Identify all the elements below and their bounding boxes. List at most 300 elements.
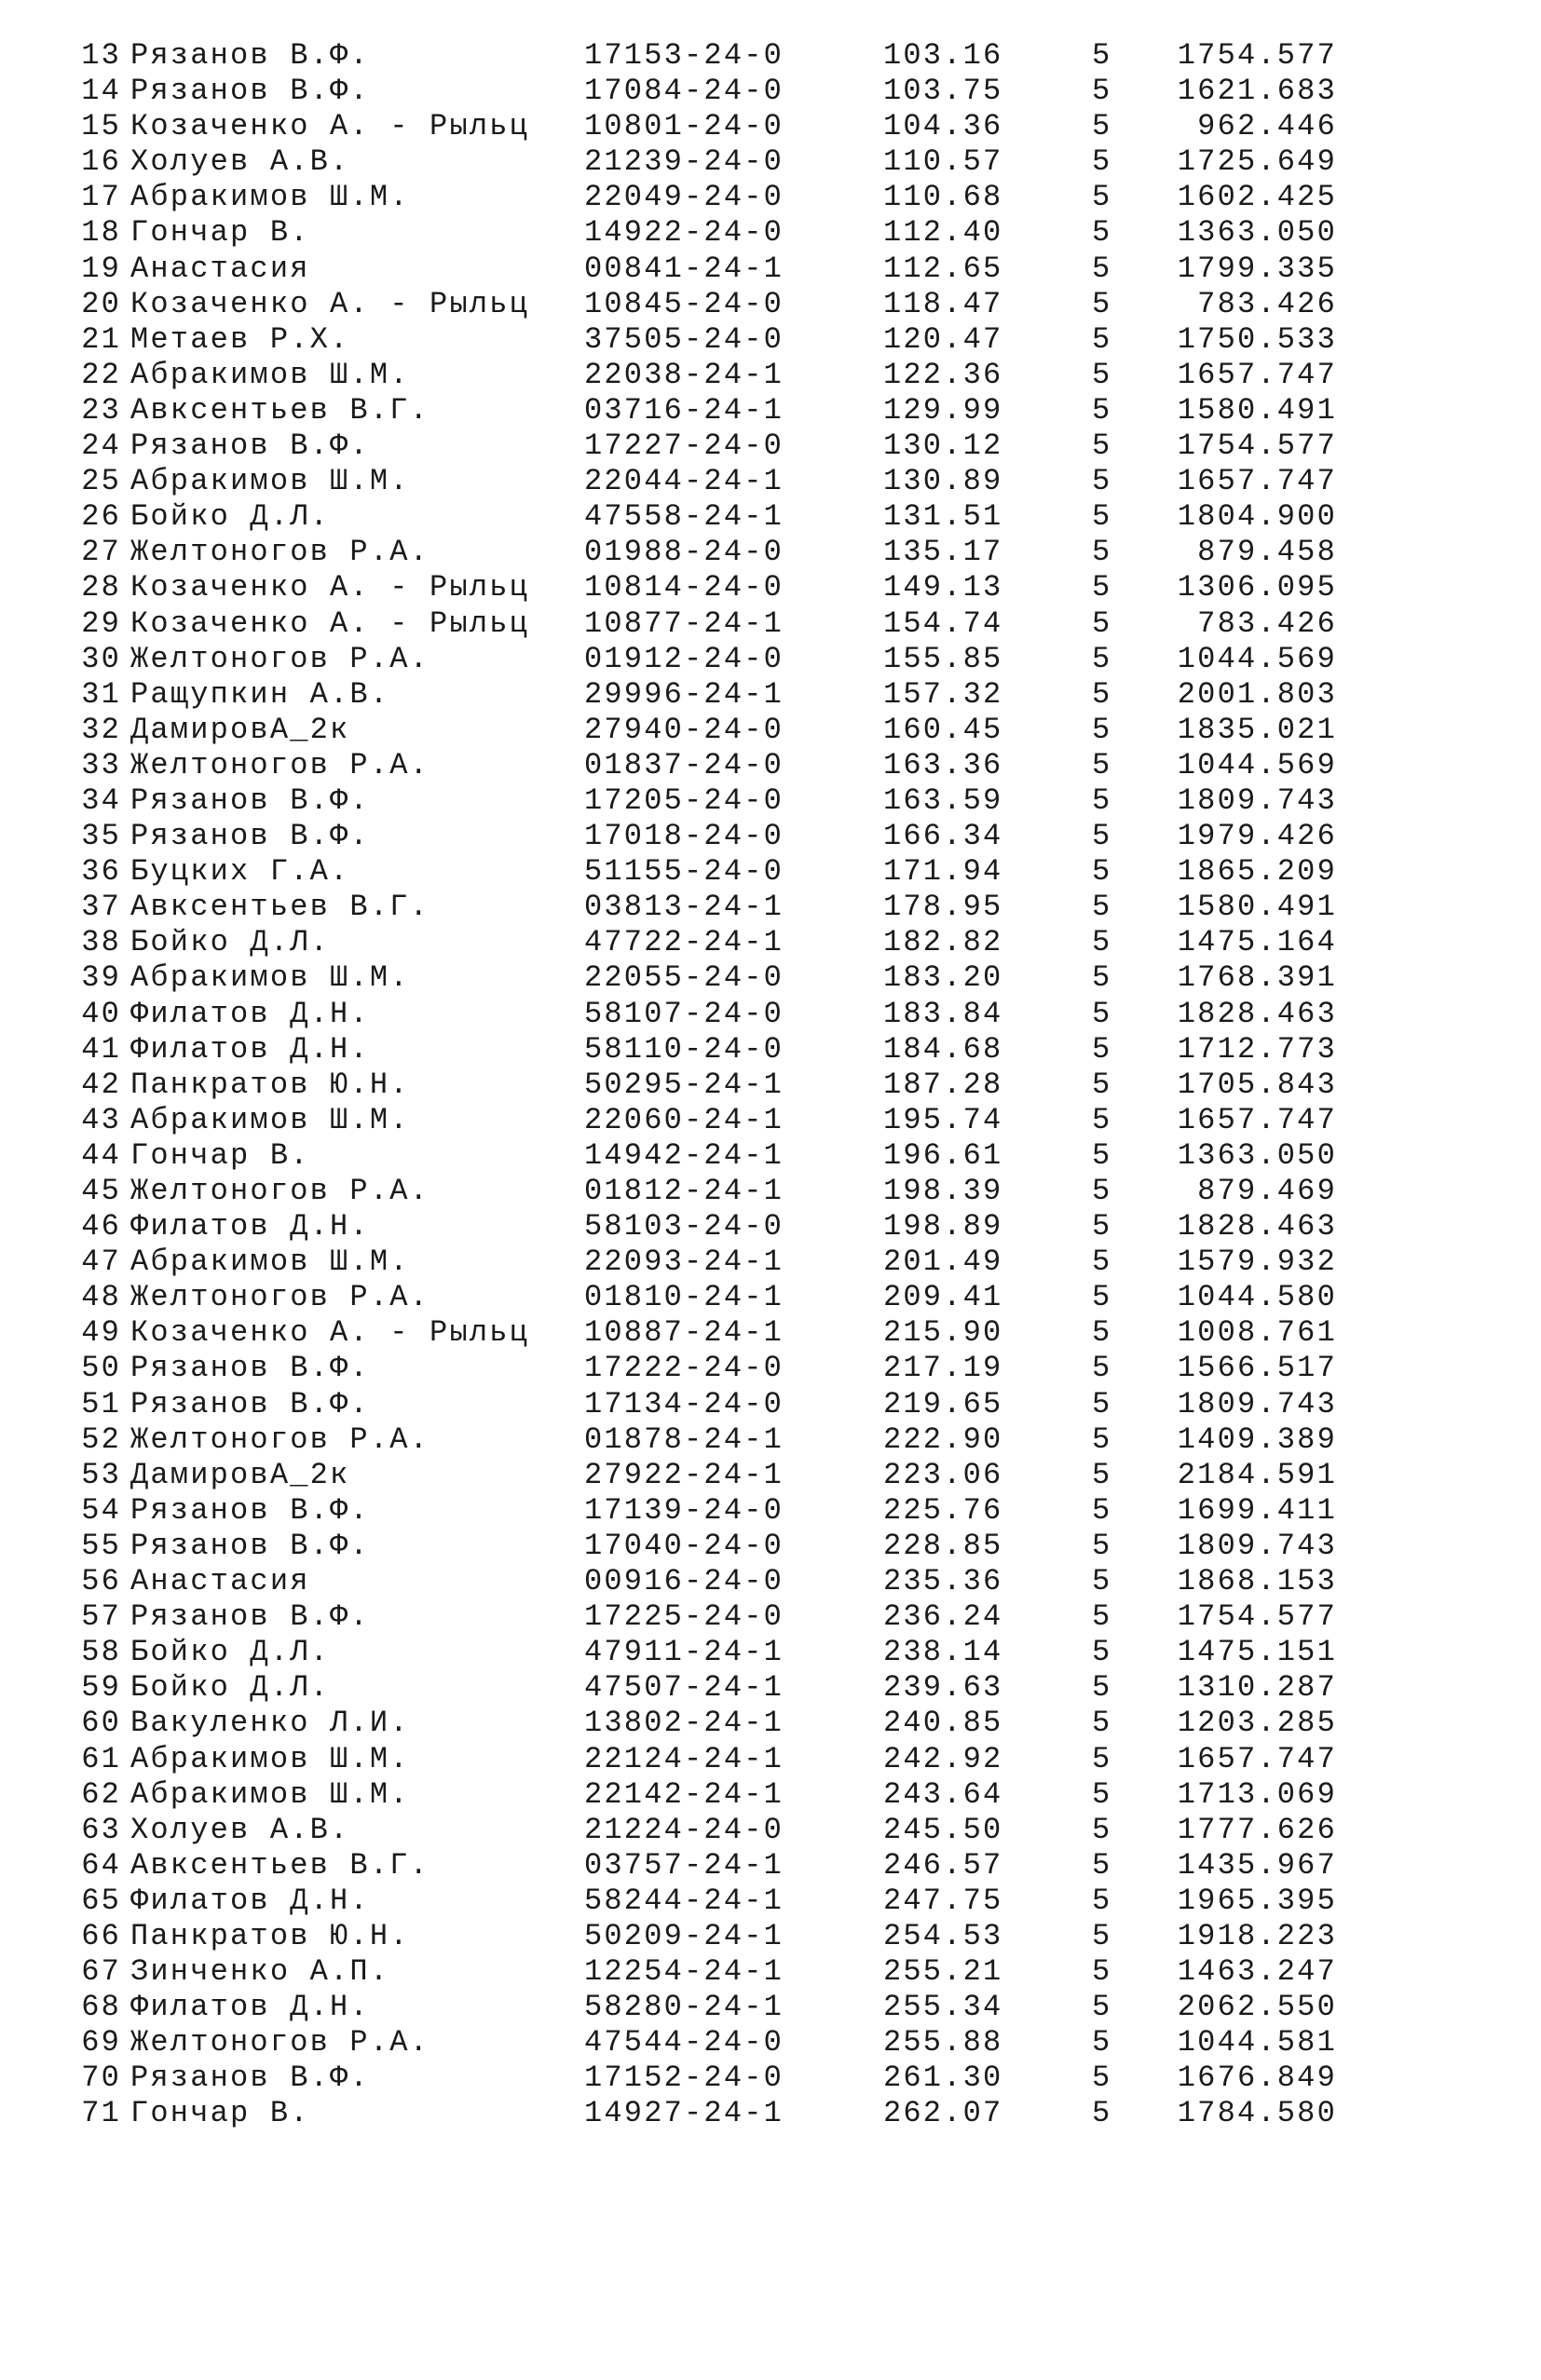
row-number: 68 (81, 1990, 121, 2025)
row-number: 57 (81, 1599, 121, 1635)
table-row (0, 1777, 1541, 1813)
entry-code: 10801-24-0 (584, 109, 784, 144)
row-number: 42 (81, 1067, 121, 1102)
row-number: 22 (81, 357, 121, 392)
grade-value: 5 (1092, 286, 1112, 321)
time-value: 247.75 (883, 1883, 1003, 1918)
row-number: 29 (81, 605, 121, 641)
participant-name: Вакуленко Л.И. (130, 1706, 410, 1741)
entry-code: 22142-24-1 (584, 1776, 784, 1812)
time-value: 182.82 (883, 925, 1003, 960)
row-number: 69 (81, 2025, 121, 2060)
grade-value: 5 (1092, 1457, 1112, 1492)
participant-name: Абракимов Ш.М. (130, 1244, 410, 1280)
time-value: 261.30 (883, 2060, 1003, 2096)
score-value: 2184.591 (1177, 1457, 1337, 1492)
score-value: 1657.747 (1177, 464, 1337, 499)
grade-value: 5 (1092, 676, 1112, 712)
time-value: 130.12 (883, 428, 1003, 464)
table-row (0, 748, 1541, 783)
table-row (0, 2060, 1541, 2096)
participant-name: Рязанов В.Ф. (130, 428, 370, 464)
entry-code: 22044-24-1 (584, 464, 784, 499)
row-number: 55 (81, 1528, 121, 1563)
row-number: 17 (81, 180, 121, 215)
score-value: 1784.580 (1177, 2096, 1337, 2131)
row-number: 16 (81, 144, 121, 180)
table-row (0, 606, 1541, 642)
row-number: 28 (81, 570, 121, 605)
table-row (0, 499, 1541, 535)
grade-value: 5 (1092, 2060, 1112, 2096)
table-row (0, 1919, 1541, 1954)
table-row (0, 1742, 1541, 1777)
time-value: 246.57 (883, 1847, 1003, 1883)
grade-value: 5 (1092, 180, 1112, 215)
row-number: 64 (81, 1847, 121, 1883)
participant-name: Абракимов Ш.М. (130, 1741, 410, 1776)
grade-value: 5 (1092, 2025, 1112, 2060)
participant-name: Рязанов В.Ф. (130, 782, 370, 818)
table-row (0, 1954, 1541, 1990)
entry-code: 03716-24-1 (584, 392, 784, 428)
row-number: 43 (81, 1102, 121, 1137)
time-value: 228.85 (883, 1528, 1003, 1563)
entry-code: 17152-24-0 (584, 2060, 784, 2096)
time-value: 166.34 (883, 819, 1003, 854)
entry-code: 58244-24-1 (584, 1883, 784, 1918)
score-value: 1828.463 (1177, 1209, 1337, 1244)
time-value: 184.68 (883, 1031, 1003, 1067)
time-value: 225.76 (883, 1492, 1003, 1528)
entry-code: 17222-24-0 (584, 1351, 784, 1386)
time-value: 196.61 (883, 1137, 1003, 1173)
score-value: 1799.335 (1177, 251, 1337, 286)
participant-name: Абракимов Ш.М. (130, 1776, 410, 1812)
score-value: 1580.491 (1177, 392, 1337, 428)
entry-code: 13802-24-1 (584, 1706, 784, 1741)
results-table (0, 38, 1541, 2132)
table-row (0, 464, 1541, 499)
row-number: 46 (81, 1209, 121, 1244)
time-value: 110.68 (883, 180, 1003, 215)
grade-value: 5 (1092, 782, 1112, 818)
time-value: 183.84 (883, 996, 1003, 1031)
time-value: 157.32 (883, 676, 1003, 712)
grade-value: 5 (1092, 251, 1112, 286)
row-number: 44 (81, 1137, 121, 1173)
score-value: 1310.287 (1177, 1670, 1337, 1706)
table-row (0, 215, 1541, 251)
participant-name: Абракимов Ш.М. (130, 1102, 410, 1137)
grade-value: 5 (1092, 428, 1112, 464)
entry-code: 17205-24-0 (584, 782, 784, 818)
table-row (0, 783, 1541, 819)
row-number: 53 (81, 1457, 121, 1492)
time-value: 131.51 (883, 499, 1003, 535)
entry-code: 14922-24-0 (584, 215, 784, 251)
participant-name: Желтоногов Р.А. (130, 747, 430, 782)
row-number: 21 (81, 321, 121, 357)
score-value: 1657.747 (1177, 1102, 1337, 1137)
row-number: 36 (81, 854, 121, 890)
participant-name: Абракимов Ш.М. (130, 357, 410, 392)
score-value: 1777.626 (1177, 1812, 1337, 1847)
time-value: 130.89 (883, 464, 1003, 499)
grade-value: 5 (1092, 392, 1112, 428)
participant-name: Рязанов В.Ф. (130, 38, 370, 73)
entry-code: 17225-24-0 (584, 1599, 784, 1635)
time-value: 243.64 (883, 1776, 1003, 1812)
time-value: 255.21 (883, 1954, 1003, 1990)
table-row (0, 322, 1541, 358)
score-value: 1306.095 (1177, 570, 1337, 605)
table-row (0, 570, 1541, 605)
participant-name: Метаев Р.Х. (130, 321, 350, 357)
row-number: 62 (81, 1776, 121, 1812)
table-row (0, 2025, 1541, 2060)
entry-code: 00916-24-0 (584, 1564, 784, 1599)
grade-value: 5 (1092, 925, 1112, 960)
table-row (0, 1493, 1541, 1529)
grade-value: 5 (1092, 1706, 1112, 1741)
grade-value: 5 (1092, 1670, 1112, 1706)
participant-name: Желтоногов Р.А. (130, 641, 430, 676)
entry-code: 58110-24-0 (584, 1031, 784, 1067)
time-value: 112.40 (883, 215, 1003, 251)
row-number: 47 (81, 1244, 121, 1280)
grade-value: 5 (1092, 1174, 1112, 1208)
table-row (0, 393, 1541, 428)
time-value: 240.85 (883, 1706, 1003, 1741)
participant-name: Гончар В. (130, 215, 310, 251)
table-row (0, 1706, 1541, 1741)
participant-name: Рязанов В.Ф. (130, 1351, 370, 1386)
participant-name: Козаченко А. - Рыльц (130, 109, 530, 144)
table-row (0, 38, 1541, 74)
entry-code: 10887-24-1 (584, 1315, 784, 1351)
score-value: 1676.849 (1177, 2060, 1337, 2096)
entry-code: 37505-24-0 (584, 321, 784, 357)
score-value: 1475.164 (1177, 925, 1337, 960)
row-number: 31 (81, 676, 121, 712)
table-row (0, 1138, 1541, 1174)
time-value: 236.24 (883, 1599, 1003, 1635)
table-row (0, 925, 1541, 960)
row-number: 63 (81, 1812, 121, 1847)
table-row (0, 1458, 1541, 1493)
score-value: 783.426 (1197, 286, 1337, 321)
score-value: 1754.577 (1177, 428, 1337, 464)
participant-name: Рязанов В.Ф. (130, 819, 370, 854)
row-number: 67 (81, 1954, 121, 1990)
score-value: 1712.773 (1177, 1031, 1337, 1067)
entry-code: 47507-24-1 (584, 1670, 784, 1706)
entry-code: 17139-24-0 (584, 1492, 784, 1528)
entry-code: 00841-24-1 (584, 251, 784, 286)
entry-code: 01810-24-1 (584, 1280, 784, 1315)
entry-code: 01878-24-1 (584, 1421, 784, 1457)
time-value: 122.36 (883, 357, 1003, 392)
entry-code: 22055-24-0 (584, 960, 784, 996)
time-value: 118.47 (883, 286, 1003, 321)
grade-value: 5 (1092, 854, 1112, 890)
time-value: 219.65 (883, 1386, 1003, 1421)
entry-code: 17227-24-0 (584, 428, 784, 464)
table-row (0, 1422, 1541, 1458)
row-number: 54 (81, 1492, 121, 1528)
score-value: 1835.021 (1177, 712, 1337, 747)
entry-code: 22124-24-1 (584, 1741, 784, 1776)
grade-value: 5 (1092, 1883, 1112, 1918)
entry-code: 01837-24-0 (584, 747, 784, 782)
table-row (0, 1670, 1541, 1706)
time-value: 154.74 (883, 605, 1003, 641)
entry-code: 01812-24-1 (584, 1174, 784, 1208)
table-row (0, 144, 1541, 180)
row-number: 19 (81, 251, 121, 286)
table-row (0, 960, 1541, 996)
time-value: 223.06 (883, 1457, 1003, 1492)
entry-code: 17153-24-0 (584, 38, 784, 73)
entry-code: 17040-24-0 (584, 1528, 784, 1563)
grade-value: 5 (1092, 1280, 1112, 1315)
table-row (0, 1032, 1541, 1068)
entry-code: 17018-24-0 (584, 819, 784, 854)
score-value: 1463.247 (1177, 1954, 1337, 1990)
grade-value: 5 (1092, 1847, 1112, 1883)
score-value: 879.469 (1197, 1174, 1337, 1208)
grade-value: 5 (1092, 535, 1112, 570)
participant-name: Козаченко А. - Рыльц (130, 570, 530, 605)
grade-value: 5 (1092, 1990, 1112, 2025)
score-value: 1918.223 (1177, 1918, 1337, 1953)
row-number: 38 (81, 925, 121, 960)
time-value: 171.94 (883, 854, 1003, 890)
time-value: 245.50 (883, 1812, 1003, 1847)
table-row (0, 854, 1541, 890)
row-number: 40 (81, 996, 121, 1031)
score-value: 2001.803 (1177, 676, 1337, 712)
grade-value: 5 (1092, 1031, 1112, 1067)
entry-code: 22038-24-1 (584, 357, 784, 392)
grade-value: 5 (1092, 321, 1112, 357)
grade-value: 5 (1092, 109, 1112, 144)
entry-code: 10877-24-1 (584, 605, 784, 641)
table-row (0, 890, 1541, 925)
table-row (0, 2096, 1541, 2131)
participant-name: Козаченко А. - Рыльц (130, 605, 530, 641)
entry-code: 10814-24-0 (584, 570, 784, 605)
participant-name: Филатов Д.Н. (130, 1883, 370, 1918)
time-value: 183.20 (883, 960, 1003, 996)
time-value: 149.13 (883, 570, 1003, 605)
score-value: 1804.900 (1177, 499, 1337, 535)
participant-name: Панкратов Ю.Н. (130, 1918, 410, 1953)
table-row (0, 358, 1541, 393)
time-value: 238.14 (883, 1635, 1003, 1670)
participant-name: Филатов Д.Н. (130, 1990, 370, 2025)
score-value: 1602.425 (1177, 180, 1337, 215)
table-row (0, 1813, 1541, 1848)
row-number: 71 (81, 2096, 121, 2131)
entry-code: 01988-24-0 (584, 535, 784, 570)
grade-value: 5 (1092, 960, 1112, 996)
table-row (0, 677, 1541, 713)
grade-value: 5 (1092, 1209, 1112, 1244)
time-value: 201.49 (883, 1244, 1003, 1280)
score-value: 1008.761 (1177, 1315, 1337, 1351)
time-value: 222.90 (883, 1421, 1003, 1457)
row-number: 32 (81, 712, 121, 747)
grade-value: 5 (1092, 890, 1112, 925)
table-row (0, 1068, 1541, 1103)
entry-code: 47558-24-1 (584, 499, 784, 535)
participant-name: Филатов Д.Н. (130, 1209, 370, 1244)
entry-code: 21224-24-0 (584, 1812, 784, 1847)
grade-value: 5 (1092, 1635, 1112, 1670)
row-number: 13 (81, 38, 121, 73)
score-value: 1809.743 (1177, 1386, 1337, 1421)
grade-value: 5 (1092, 1528, 1112, 1563)
row-number: 49 (81, 1315, 121, 1351)
row-number: 50 (81, 1351, 121, 1386)
table-row (0, 535, 1541, 570)
entry-code: 22093-24-1 (584, 1244, 784, 1280)
grade-value: 5 (1092, 1067, 1112, 1102)
participant-name: Абракимов Ш.М. (130, 960, 410, 996)
table-row (0, 1280, 1541, 1315)
participant-name: Желтоногов Р.А. (130, 535, 430, 570)
time-value: 215.90 (883, 1315, 1003, 1351)
row-number: 39 (81, 960, 121, 996)
time-value: 129.99 (883, 392, 1003, 428)
participant-name: Гончар В. (130, 2096, 310, 2131)
grade-value: 5 (1092, 1918, 1112, 1953)
grade-value: 5 (1092, 605, 1112, 641)
participant-name: Анастасия (130, 1564, 310, 1599)
row-number: 60 (81, 1706, 121, 1741)
participant-name: Ращупкин А.В. (130, 676, 390, 712)
score-value: 879.458 (1197, 535, 1337, 570)
row-number: 30 (81, 641, 121, 676)
row-number: 59 (81, 1670, 121, 1706)
table-row (0, 642, 1541, 677)
time-value: 187.28 (883, 1067, 1003, 1102)
score-value: 1044.580 (1177, 1280, 1337, 1315)
table-row (0, 74, 1541, 109)
participant-name: Авксентьев В.Г. (130, 392, 430, 428)
table-row (0, 180, 1541, 215)
time-value: 255.34 (883, 1990, 1003, 2025)
grade-value: 5 (1092, 1244, 1112, 1280)
score-value: 1435.967 (1177, 1847, 1337, 1883)
participant-name: Филатов Д.Н. (130, 996, 370, 1031)
score-value: 1868.153 (1177, 1564, 1337, 1599)
table-row (0, 1174, 1541, 1209)
grade-value: 5 (1092, 215, 1112, 251)
participant-name: Филатов Д.Н. (130, 1031, 370, 1067)
time-value: 262.07 (883, 2096, 1003, 2131)
score-value: 1044.581 (1177, 2025, 1337, 2060)
table-row (0, 252, 1541, 287)
score-value: 1713.069 (1177, 1776, 1337, 1812)
table-row (0, 1564, 1541, 1599)
time-value: 242.92 (883, 1741, 1003, 1776)
participant-name: Рязанов В.Ф. (130, 1599, 370, 1635)
score-value: 1828.463 (1177, 996, 1337, 1031)
participant-name: Холуев А.В. (130, 144, 350, 180)
entry-code: 14927-24-1 (584, 2096, 784, 2131)
participant-name: ДамировА_2к (130, 1457, 350, 1492)
row-number: 34 (81, 782, 121, 818)
score-value: 1409.389 (1177, 1421, 1337, 1457)
participant-name: Бойко Д.Л. (130, 1670, 331, 1706)
table-row (0, 428, 1541, 464)
row-number: 27 (81, 535, 121, 570)
entry-code: 58103-24-0 (584, 1209, 784, 1244)
row-number: 26 (81, 499, 121, 535)
grade-value: 5 (1092, 144, 1112, 180)
row-number: 65 (81, 1883, 121, 1918)
entry-code: 27940-24-0 (584, 712, 784, 747)
score-value: 1475.151 (1177, 1635, 1337, 1670)
table-row (0, 1848, 1541, 1884)
entry-code: 22049-24-0 (584, 180, 784, 215)
time-value: 163.36 (883, 747, 1003, 782)
time-value: 135.17 (883, 535, 1003, 570)
table-row (0, 287, 1541, 322)
row-number: 70 (81, 2060, 121, 2096)
score-value: 1621.683 (1177, 74, 1337, 109)
participant-name: Желтоногов Р.А. (130, 2025, 430, 2060)
grade-value: 5 (1092, 1386, 1112, 1421)
score-value: 1657.747 (1177, 357, 1337, 392)
table-row (0, 1529, 1541, 1564)
entry-code: 29996-24-1 (584, 676, 784, 712)
participant-name: Абракимов Ш.М. (130, 464, 410, 499)
score-value: 1580.491 (1177, 890, 1337, 925)
grade-value: 5 (1092, 1812, 1112, 1847)
score-value: 1725.649 (1177, 144, 1337, 180)
participant-name: Желтоногов Р.А. (130, 1174, 430, 1208)
time-value: 255.88 (883, 2025, 1003, 2060)
participant-name: Абракимов Ш.М. (130, 180, 410, 215)
score-value: 1965.395 (1177, 1883, 1337, 1918)
time-value: 239.63 (883, 1670, 1003, 1706)
participant-name: Анастасия (130, 251, 310, 286)
table-row (0, 1209, 1541, 1244)
time-value: 160.45 (883, 712, 1003, 747)
table-row (0, 1990, 1541, 2025)
grade-value: 5 (1092, 1137, 1112, 1173)
participant-name: Желтоногов Р.А. (130, 1280, 430, 1315)
time-value: 163.59 (883, 782, 1003, 818)
participant-name: Буцких Г.А. (130, 854, 350, 890)
table-row (0, 1599, 1541, 1635)
participant-name: Авксентьев В.Г. (130, 890, 430, 925)
time-value: 195.74 (883, 1102, 1003, 1137)
row-number: 18 (81, 215, 121, 251)
row-number: 48 (81, 1280, 121, 1315)
time-value: 112.65 (883, 251, 1003, 286)
table-row (0, 997, 1541, 1032)
entry-code: 50295-24-1 (584, 1067, 784, 1102)
row-number: 25 (81, 464, 121, 499)
row-number: 23 (81, 392, 121, 428)
time-value: 209.41 (883, 1280, 1003, 1315)
grade-value: 5 (1092, 74, 1112, 109)
